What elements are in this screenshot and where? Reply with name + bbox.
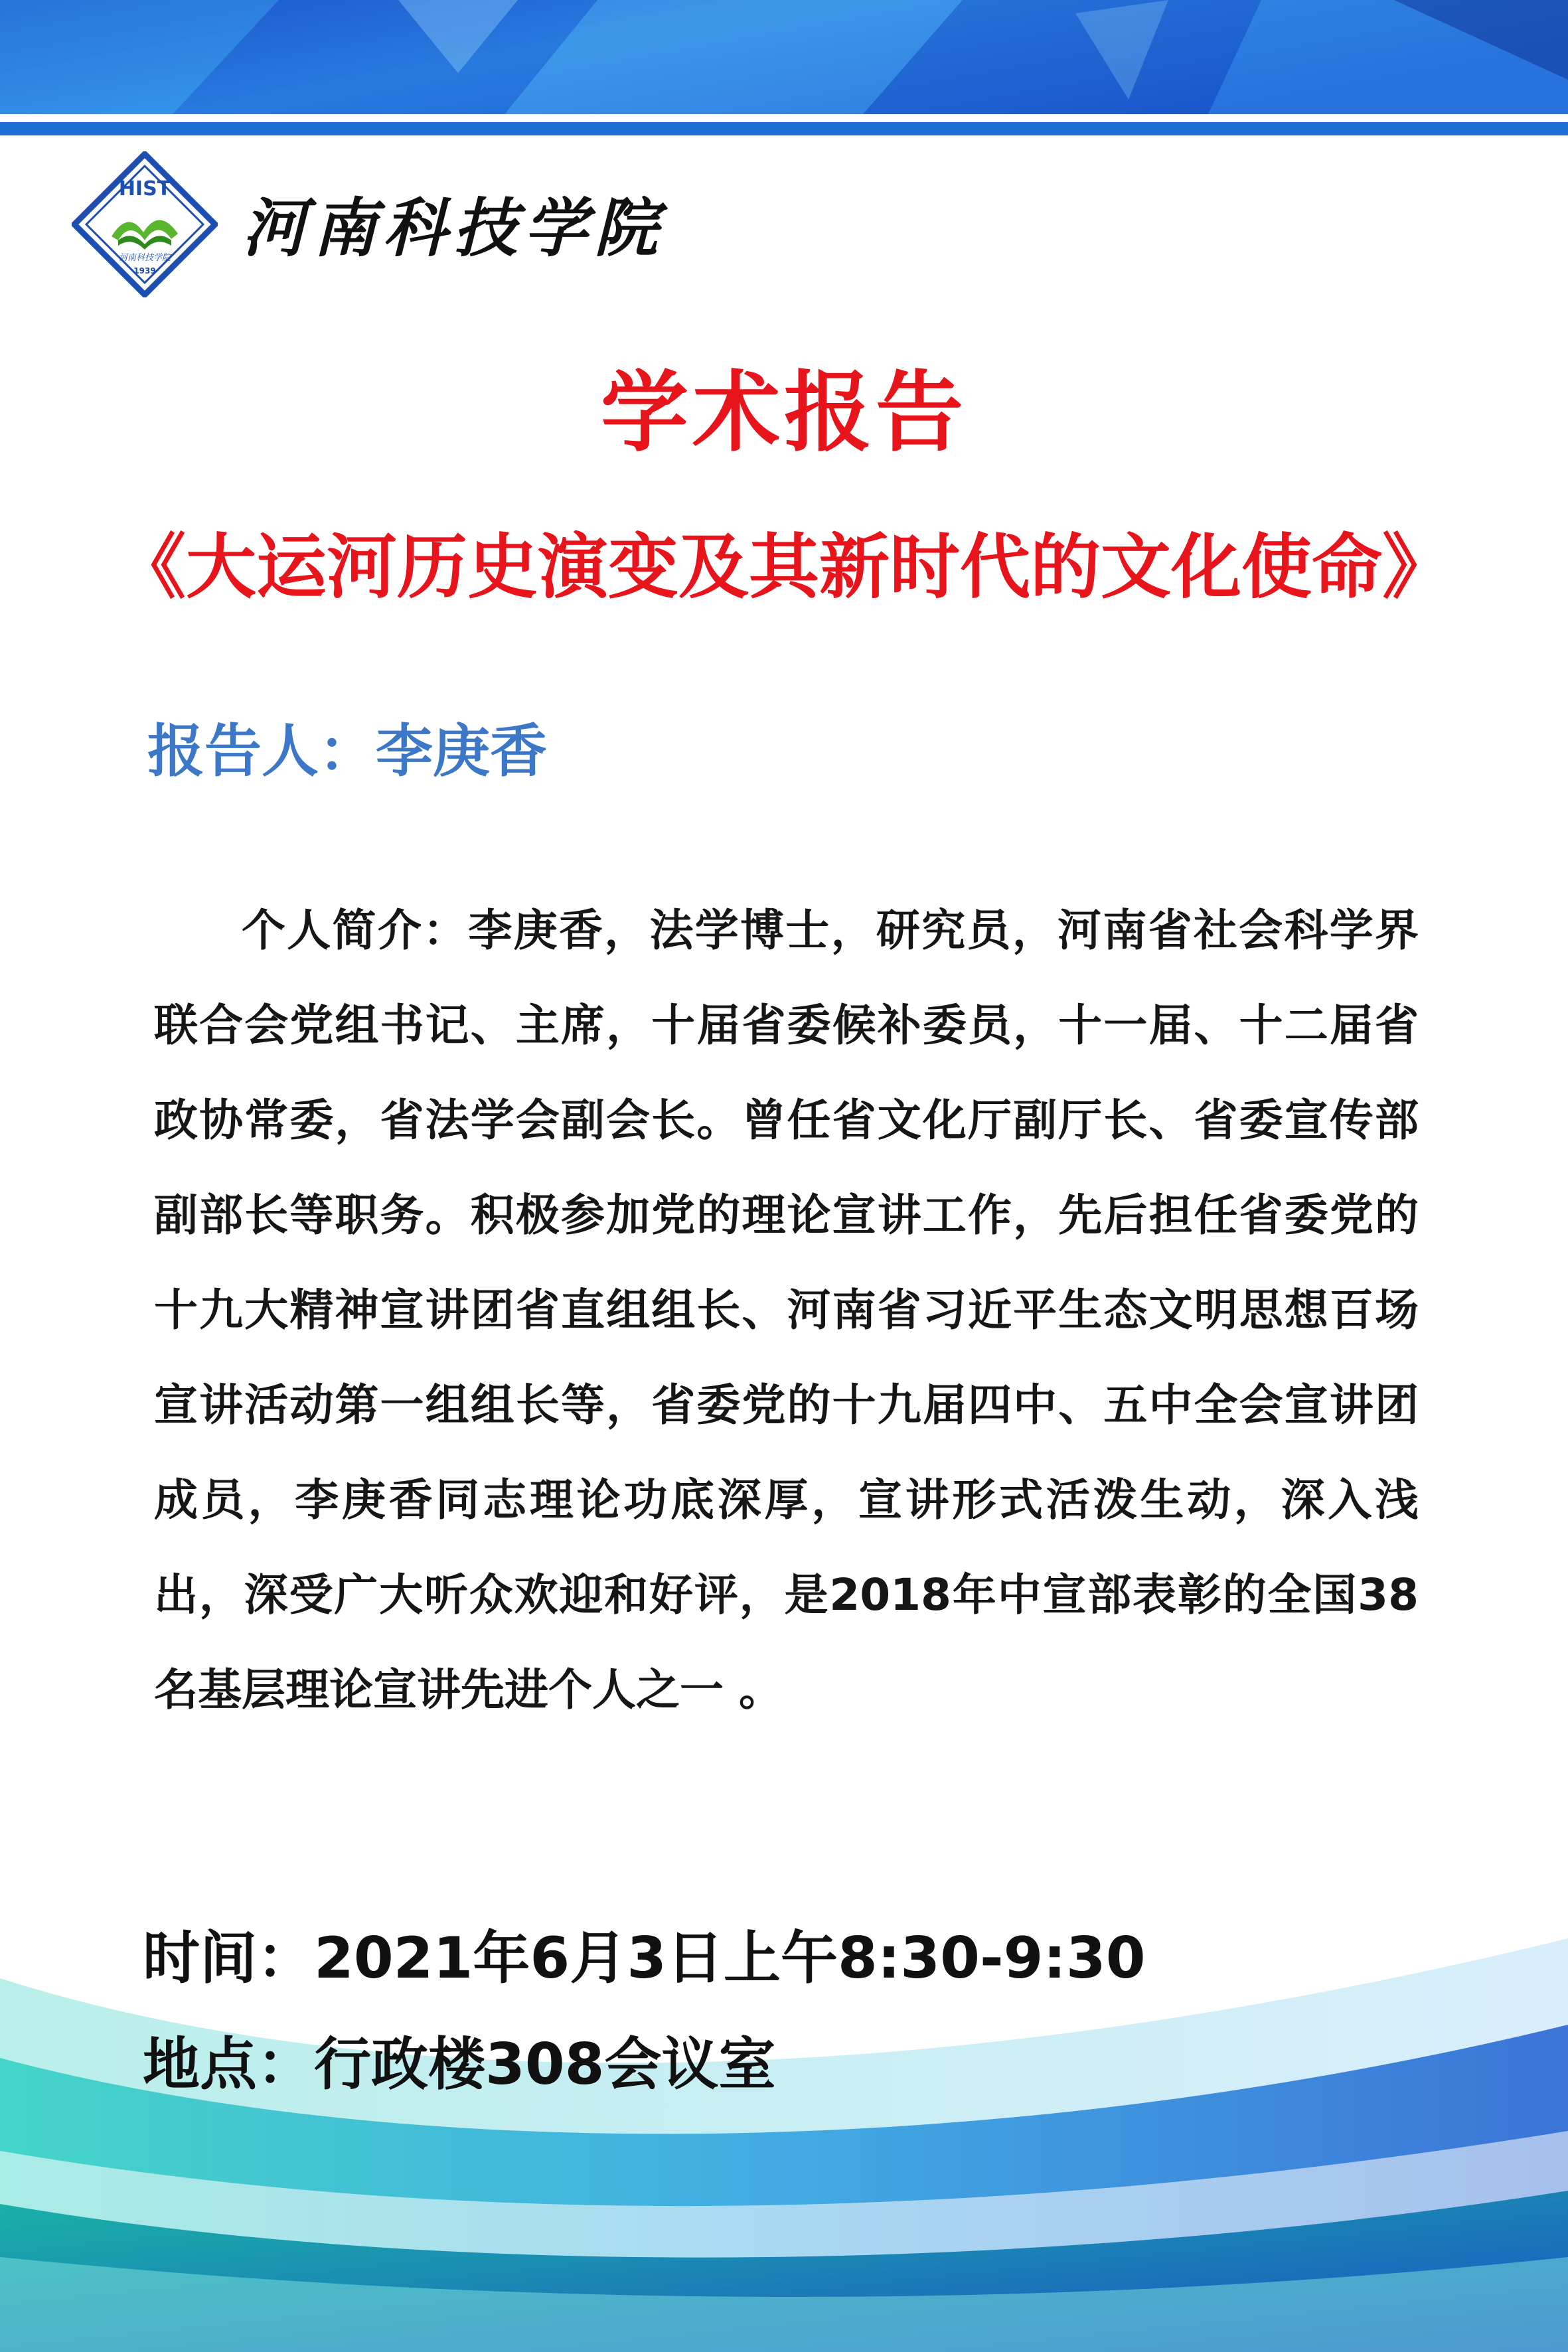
logo-year: 1939 — [133, 266, 156, 275]
school-name: 河南科技学院 — [242, 191, 665, 266]
report-title: 《大运河历史演变及其新时代的文化使命》 — [116, 526, 1452, 608]
logo-abbreviation: HIST — [118, 177, 171, 200]
top-banner — [0, 0, 1568, 159]
speaker-line: 报告人：李庚香 — [147, 718, 547, 785]
event-time: 时间：2021年6月3日上午8:30-9:30 — [143, 1925, 1146, 1992]
report-type-heading: 学术报告 — [601, 362, 967, 464]
event-place: 地点：行政楼308会议室 — [143, 2031, 776, 2098]
school-logo — [72, 151, 218, 297]
logo-name-text: 河南科技学院 — [118, 253, 171, 263]
speaker-bio: 个人简介：李庚香，法学博士，研究员，河南省社会科学界联合会党组书记、主席，十届省委候补委员，十一届、十二届省政协常委，省法学会副会长。曾任省文化厅副厅长、省委宣传部副部长等职务。积极参加党的理论宣讲工作，先后担任省委党的十九大精神宣讲团省直组组长、河南省习近平生态文明思想百场宣讲活动第一组组长等，省委党的十九届四中、五中全会宣讲团成员，李庚香同志理论功底深厚，宣讲形式活泼生动，深入浅出，深受广大听众欢迎和好评，是2018年中宣部表彰的全国38名基层理论宣讲先进个人之一 。 — [154, 905, 1419, 1715]
